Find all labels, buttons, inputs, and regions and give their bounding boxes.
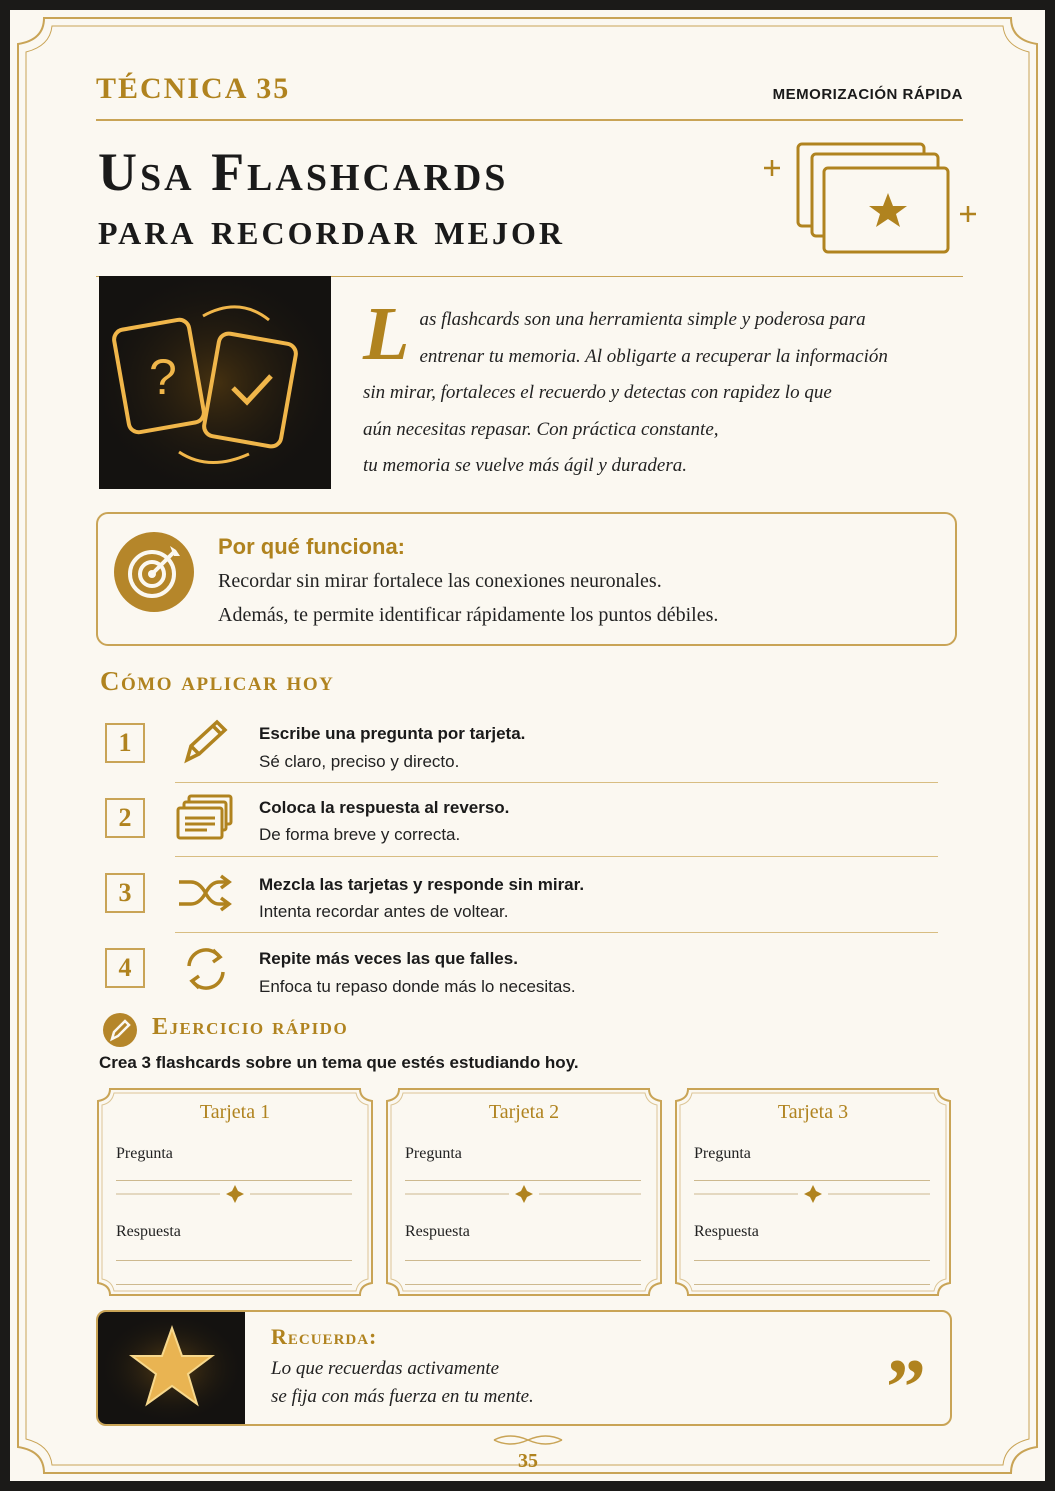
- technique-label: TÉCNICA 35: [96, 72, 291, 105]
- card-title: Tarjeta 2: [488, 1101, 560, 1123]
- card-question-label: Pregunta: [694, 1145, 751, 1162]
- question-check-cards-icon: [99, 276, 331, 489]
- remember-line-1: Lo que recuerdas activamente: [271, 1358, 500, 1379]
- step-3-desc: Intenta recordar antes de voltear.: [259, 902, 509, 921]
- page: [10, 10, 1045, 1481]
- why-it-works-box: [96, 512, 957, 646]
- card-answer-label: Respuesta: [405, 1223, 470, 1240]
- question-write-line[interactable]: [116, 1180, 352, 1181]
- card-answer-label: Respuesta: [116, 1223, 181, 1240]
- step-2-title: Coloca la respuesta al reverso.: [259, 798, 510, 817]
- why-line-2: Además, te permite identificar rápidamente los puntos débiles.: [218, 604, 719, 626]
- card-title: Tarjeta 3: [777, 1101, 849, 1123]
- step-2-desc: De forma breve y correcta.: [259, 825, 461, 844]
- repeat-icon: [175, 944, 237, 994]
- cards-icon: [175, 792, 237, 842]
- remember-line-2: se fija con más fuerza en tu mente.: [271, 1386, 534, 1407]
- flashcard-2: [385, 1087, 663, 1297]
- exercise-title: Ejercicio rápido: [152, 1014, 349, 1040]
- shuffle-icon: [175, 868, 237, 918]
- card-question-label: Pregunta: [405, 1145, 462, 1162]
- how-to-apply-title: Cómo aplicar hoy: [100, 666, 335, 696]
- intro-paragraph: [363, 292, 943, 485]
- step-number-4: 4: [105, 948, 145, 988]
- remember-box: [96, 1310, 952, 1426]
- step-divider: [175, 782, 938, 783]
- card-title: Tarjeta 1: [199, 1101, 271, 1123]
- step-divider: [175, 932, 938, 933]
- intro-line-2: entrenar tu memoria. Al obligarte a recuperar la información: [419, 345, 888, 367]
- pencil-icon: [175, 716, 237, 766]
- drop-cap: L: [363, 292, 410, 376]
- flashcards-glow-image: [99, 276, 331, 489]
- answer-write-line[interactable]: [694, 1284, 930, 1285]
- target-icon: [114, 532, 194, 612]
- glowing-star-image: [98, 1312, 245, 1424]
- step-1-desc: Sé claro, preciso y directo.: [259, 752, 460, 771]
- page-number: 35: [518, 1450, 538, 1472]
- step-number-2: 2: [105, 798, 145, 838]
- exercise-subtitle: Crea 3 flashcards sobre un tema que estés estudiando hoy.: [99, 1053, 579, 1072]
- card-question-label: Pregunta: [116, 1145, 173, 1162]
- quote-mark-icon: ”: [886, 1344, 926, 1426]
- answer-write-line[interactable]: [405, 1284, 641, 1285]
- question-write-line[interactable]: [694, 1180, 930, 1181]
- footer-ornament-icon: [490, 1432, 566, 1448]
- question-write-line[interactable]: [405, 1180, 641, 1181]
- why-line-1: Recordar sin mirar fortalece las conexiones neuronales.: [218, 570, 662, 592]
- step-4-desc: Enfoca tu repaso donde más lo necesitas.: [259, 977, 576, 996]
- page-title-line2: para recordar mejor: [98, 203, 565, 254]
- star-icon: [98, 1312, 245, 1424]
- step-number-1: 1: [105, 723, 145, 763]
- step-3-title: Mezcla las tarjetas y responde sin mirar.: [259, 875, 585, 894]
- page-title-line1: Usa Flashcards: [98, 142, 509, 202]
- header-rule: [96, 119, 963, 121]
- flashcards-stack-icon: [758, 138, 984, 264]
- intro-line-3: sin mirar, fortaleces el recuerdo y detectas con rapidez lo que: [363, 382, 832, 403]
- answer-write-line[interactable]: [405, 1260, 641, 1261]
- step-number-3: 3: [105, 873, 145, 913]
- remember-title: Recuerda:: [271, 1324, 378, 1349]
- intro-line-1: as flashcards son una herramienta simple y poderosa para: [419, 309, 866, 330]
- intro-line-4: aún necesitas repasar. Con práctica constante,: [363, 418, 719, 440]
- step-divider: [175, 856, 938, 857]
- answer-write-line[interactable]: [116, 1284, 352, 1285]
- flashcard-3: [674, 1087, 952, 1297]
- answer-write-line[interactable]: [116, 1260, 352, 1261]
- answer-write-line[interactable]: [694, 1260, 930, 1261]
- pencil-badge-icon: [102, 1012, 138, 1048]
- step-1-title: Escribe una pregunta por tarjeta.: [259, 724, 526, 743]
- category-label: MEMORIZACIÓN RÁPIDA: [772, 86, 963, 103]
- svg-text:?: ?: [149, 349, 177, 405]
- card-answer-label: Respuesta: [694, 1223, 759, 1240]
- flashcard-1: [96, 1087, 374, 1297]
- step-4-title: Repite más veces las que falles.: [259, 949, 518, 968]
- intro-line-5: tu memoria se vuelve más ágil y duradera.: [363, 455, 687, 476]
- why-title: Por qué funciona:: [218, 534, 405, 559]
